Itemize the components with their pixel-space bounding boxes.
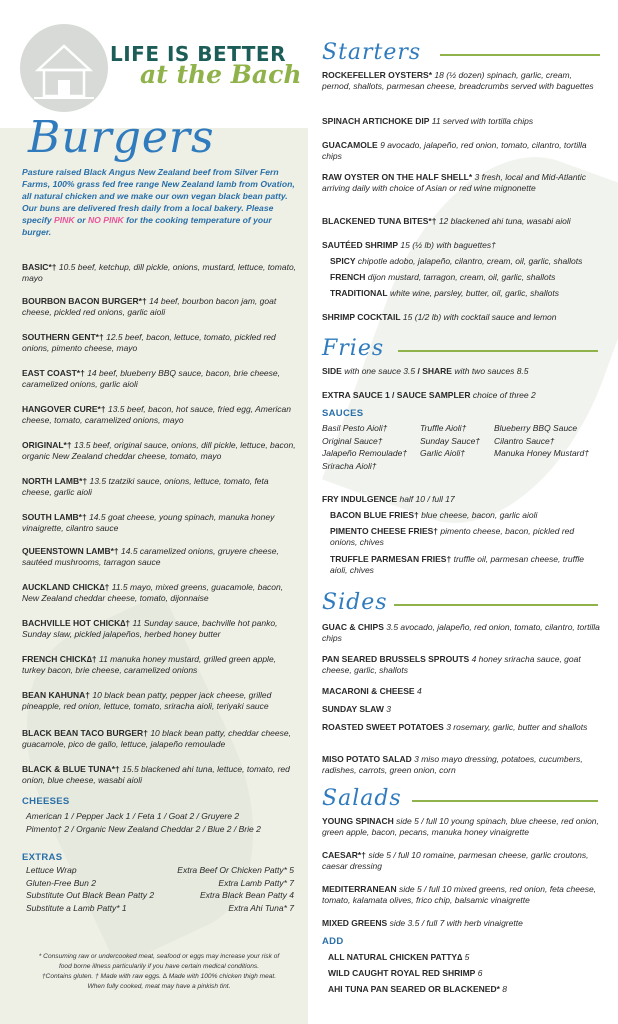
menu-item-description: 15.5 blackened ahi tuna, lettuce, tomato, red onion, blue cheese, wasabi aioli [22,764,290,785]
menu-item-description: 15 (1/2 lb) with cocktail sauce and lemon [402,312,557,322]
menu-item [330,256,602,267]
salads-title: Salads [322,786,402,811]
menu-item-description: 12 blackened ahi tuna, wasabi aioli [438,216,571,226]
menu-item-description: side 5 / full 10 romaine, parmesan cheese, garlic croutons, caesar dressing [322,850,589,871]
menu-item-description: 6 [477,968,483,978]
menu-item [322,240,602,251]
menu-item-name: RAW OYSTER ON THE HALF SHELL* [322,172,473,182]
menu-item-description: white wine, parsley, butter, oil, garlic, shallots [389,288,559,298]
menu-item-name: BLACK BEAN TACO BURGER† [22,728,148,738]
menu-item [328,984,602,995]
menu-item-description: 13.5 tzatziki sauce, onions, lettuce, tomato, feta cheese, garlic aioli [22,476,269,497]
menu-item-description: 13.5 beef, bacon, hot sauce, fried egg, American cheese, tomato, caramelized onions, mayo [22,404,292,425]
menu-item-description: chipotle adobo, jalapeño, cilantro, cream, oil, garlic, shallots [357,256,583,266]
menu-item [322,686,602,697]
menu-item-name: BEAN KAHUNA† [22,690,91,700]
menu-item-description: 18 (½ dozen) spinach, garlic, cream, pernod, shallots, parmesan cheese, breadcrumbs served with baguettes [322,70,594,91]
menu-item-description: side 5 / full 10 mixed greens, red onion, feta cheese, tomato, kalamata olives, frico chip, balsamic vinaigrette [322,884,597,905]
menu-item-description: 14.5 goat cheese, young spinach, manuka honey vinaigrette, cilantro sauce [22,512,275,533]
menu-item-name: SOUTH LAMB*† [22,512,87,522]
menu-item [22,404,300,425]
menu-item-name: YOUNG SPINACH [322,816,394,826]
menu-item-description: 13.5 beef, original sauce, onions, dill pickle, lettuce, bacon, organic New Zealand cheddar cheese, tomato, mayo [22,440,296,461]
menu-item-description: 5 [464,952,470,962]
menu-item-description: pimento cheese, bacon, pickled red onions, chives [330,526,575,547]
burgers-title: Burgers [28,112,215,163]
brand-line-2: at the Bach [140,60,302,89]
menu-item [22,764,300,785]
menu-item [330,526,602,547]
menu-item [22,690,300,711]
menu-item-name: HANGOVER CURE*† [22,404,106,414]
menu-item-description: side 3.5 / full 7 with herb vinaigrette [389,918,523,928]
menu-item-description: 11 manuka honey mustard, grilled green apple, turkey bacon, brie cheese, caramelized onions [22,654,277,675]
fries-side: SIDE with one sauce 3.5 / SHARE with two sauces 8.5 [322,366,529,376]
menu-item [322,816,602,837]
menu-item-description: 3 miso mayo dressing, potatoes, cucumbers, radishes, carrots, green onion, corn [322,754,583,775]
cheeses-list: American 1 / Pepper Jack 1 / Feta 1 / Goat 2 / Gruyere 2 Pimento† 2 / Organic New Zealand Cheddar 2 / Blue 2 / Brie 2 [26,811,261,834]
menu-item-name: ORIGINAL*† [22,440,72,450]
menu-item-description: 15 (½ lb) with baguettes† [400,240,496,250]
menu-item-name: MISO POTATO SALAD [322,754,412,764]
menu-item [22,512,300,533]
fries-extra-sauce: EXTRA SAUCE 1 / SAUCE SAMPLER choice of three 2 [322,390,536,400]
menu-item [322,312,602,323]
menu-item [22,440,300,461]
sauces-column-3: Blueberry BBQ Sauce Cilantro Sauce† Manuka Honey Mustard† [494,423,589,458]
menu-item-name: PAN SEARED BRUSSELS SPROUTS [322,654,470,664]
sauces-column-1: Basil Pesto Aioli† Original Sauce† Jalapeño Remoulade† Sriracha Aioli† [322,423,408,471]
menu-item-description: 14.5 caramelized onions, gruyere cheese, sautéed mushrooms, tarragon sauce [22,546,279,567]
brand-line-1: LIFE IS BETTER [110,42,286,66]
section-divider [394,604,598,606]
section-divider [412,800,598,802]
menu-item-name: SUNDAY SLAW [322,704,384,714]
house-logo-icon [20,24,108,112]
menu-item [22,582,300,603]
menu-item-name: BASIC*† [22,262,57,272]
sides-title: Sides [322,590,388,615]
menu-item-description: 11 Sunday sauce, bachville hot panko, Sunday slaw, pickled jalapeños, herbed honey butter [22,618,278,639]
menu-item [322,754,602,775]
menu-item-name: SHRIMP COCKTAIL [322,312,401,322]
menu-item [322,172,602,193]
section-divider [440,54,600,56]
menu-item-name: BOURBON BACON BURGER*† [22,296,147,306]
menu-item-name: FRENCH [330,272,366,282]
menu-item-name: BLACKENED TUNA BITES*† [322,216,437,226]
menu-item-description: 4 honey sriracha sauce, goat cheese, garlic, shallots [322,654,581,675]
fries-title: Fries [322,336,385,361]
menu-item-name: WILD CAUGHT ROYAL RED SHRIMP [328,968,476,978]
menu-item-name: ROASTED SWEET POTATOES [322,722,444,732]
menu-item-name: ROCKEFELLER OYSTERS* [322,70,433,80]
menu-item-description: blue cheese, bacon, garlic aioli [421,510,538,520]
menu-item-name: BACHVILLE HOT CHICK∆† [22,618,131,628]
menu-item-name: TRADITIONAL [330,288,388,298]
menu-item-description: 4 [416,686,422,696]
menu-item-name: BACON BLUE FRIES† [330,510,419,520]
menu-item-name: EAST COAST*† [22,368,85,378]
menu-item [322,704,602,715]
menu-item-description: 11 served with tortilla chips [431,116,534,126]
menu-item [22,262,300,283]
menu-item-name: GUAC & CHIPS [322,622,384,632]
menu-item [22,728,300,749]
extras-heading: EXTRAS [22,852,63,863]
menu-item [22,332,300,353]
menu-item-name: SAUTÉED SHRIMP [322,240,399,250]
menu-item [330,510,602,521]
menu-item [22,476,300,497]
menu-item-description: 10 black bean patty, pepper jack cheese, grilled pineapple, red onion, lettuce, tomato, sriracha aioli, teriyaki sauce [22,690,272,711]
menu-item-description: 11.5 mayo, mixed greens, guacamole, bacon, New Zealand cheddar cheese, tomato, dijonnaise [22,582,284,603]
menu-item-description: 3 rosemary, garlic, butter and shallots [446,722,588,732]
menu-item-name: SPICY [330,256,356,266]
menu-item-name: BLACK & BLUE TUNA*† [22,764,120,774]
menu-item-description: 14 beef, blueberry BBQ sauce, bacon, brie cheese, caramelized onions, garlic aioli [22,368,280,389]
burgers-intro: Pasture raised Black Angus New Zealand beef from Silver Fern Farms, 100% grass fed free range New Zealand lamb from Ovation, all natural chicken and we make our own vegan black bean patty. Our buns are delivered fresh daily from a local bakery. Please specify PINK or NO PINK for the cooking temperature of your burger. [22,167,295,237]
sauces-heading: SAUCES [322,408,364,419]
section-divider [398,350,598,352]
menu-item-name: PIMENTO CHEESE FRIES† [330,526,439,536]
fry-indulgence: FRY INDULGENCE half 10 / full 17 [322,494,455,504]
menu-item-name: NORTH LAMB*† [22,476,88,486]
menu-item [328,968,602,979]
menu-item-name: AUCKLAND CHICK∆† [22,582,110,592]
extras-list: Lettuce Wrap Extra Beef Or Chicken Patty* 5 Gluten-Free Bun 2 Extra Lamb Patty* 7 Substitute Out Black Bean Patty 2 Extra Black Bean Patty 4 Substitute a Lamb Patty* 1 Extra Ahi Tuna* 7 [26,865,294,913]
footnotes: * Consuming raw or undercooked meat, seafood or eggs may increase your risk of food borne illness particularily if you have certain medical conditions. †Contains gluten. † Made with raw eggs. ∆ Made with 100% chicken thigh meat. When fully cooked, meat may have a pinkish tint. [38,953,280,990]
menu-item-description: 8 [502,984,508,994]
menu-item [322,654,602,675]
menu-item [330,554,602,575]
menu-item-description: side 5 / full 10 young spinach, blue cheese, red onion, green apple, bacon, pecans, manuka honey vinaigrette [322,816,599,837]
menu-item [22,546,300,567]
menu-item [322,216,602,227]
starters-title: Starters [322,40,422,65]
add-heading: ADD [322,936,344,947]
menu-item [322,722,602,733]
menu-item-name: QUEENSTOWN LAMB*† [22,546,119,556]
menu-item-description: 14 beef, bourbon bacon jam, goat cheese, pickled red onions, garlic aioli [22,296,277,317]
menu-item-description: 3 [386,704,391,714]
menu-item-description: 9 avocado, jalapeño, red onion, tomato, cilantro, tortilla chips [322,140,587,161]
menu-item [322,622,602,643]
menu-item [322,140,602,161]
menu-item-description: dijon mustard, tarragon, cream, oil, garlic, shallots [367,272,556,282]
menu-item-description: truffle oil, parmesan cheese, truffle aioli, chives [330,554,584,575]
menu-item-description: 10 black bean patty, cheddar cheese, guacamole, pico de gallo, lettuce, jalapeño remoulade [22,728,291,749]
menu-item [330,288,602,299]
menu-item-name: MEDITERRANEAN [322,884,397,894]
menu-item [22,618,300,639]
sauces-column-2: Truffle Aioli† Sunday Sauce† Garlic Aioli† [420,423,481,458]
menu-item-name: GUACAMOLE [322,140,378,150]
menu-item [322,116,602,127]
menu-item [322,850,602,871]
menu-item [322,884,602,905]
menu-item-name: SPINACH ARTICHOKE DIP [322,116,430,126]
menu-item-name: AHI TUNA PAN SEARED OR BLACKENED* [328,984,500,994]
menu-item [328,952,602,963]
menu-item-description: 12.5 beef, bacon, lettuce, tomato, pickled red onions, pimento cheese, mayo [22,332,276,353]
menu-item [330,272,602,283]
menu-item-description: 3.5 avocado, jalapeño, red onion, tomato, cilantro, tortilla chips [322,622,600,643]
menu-item [322,918,602,929]
menu-item [22,368,300,389]
menu-item-description: 10.5 beef, ketchup, dill pickle, onions, mustard, lettuce, tomato, mayo [22,262,297,283]
cheeses-heading: CHEESES [22,796,70,807]
menu-item-name: TRUFFLE PARMESAN FRIES† [330,554,452,564]
menu-item-name: CAESAR*† [322,850,366,860]
menu-item-description: 3 fresh, local and Mid-Atlantic arriving daily with choice of Asian or red wine mignonette [322,172,587,193]
menu-item-name: FRENCH CHICK∆† [22,654,97,664]
menu-item-name: MIXED GREENS [322,918,388,928]
menu-item [22,296,300,317]
menu-item-name: SOUTHERN GENT*† [22,332,104,342]
menu-item [22,654,300,675]
menu-item-name: MACARONI & CHEESE [322,686,415,696]
menu-item-name: ALL NATURAL CHICKEN PATTY∆ [328,952,463,962]
menu-item [322,70,602,91]
